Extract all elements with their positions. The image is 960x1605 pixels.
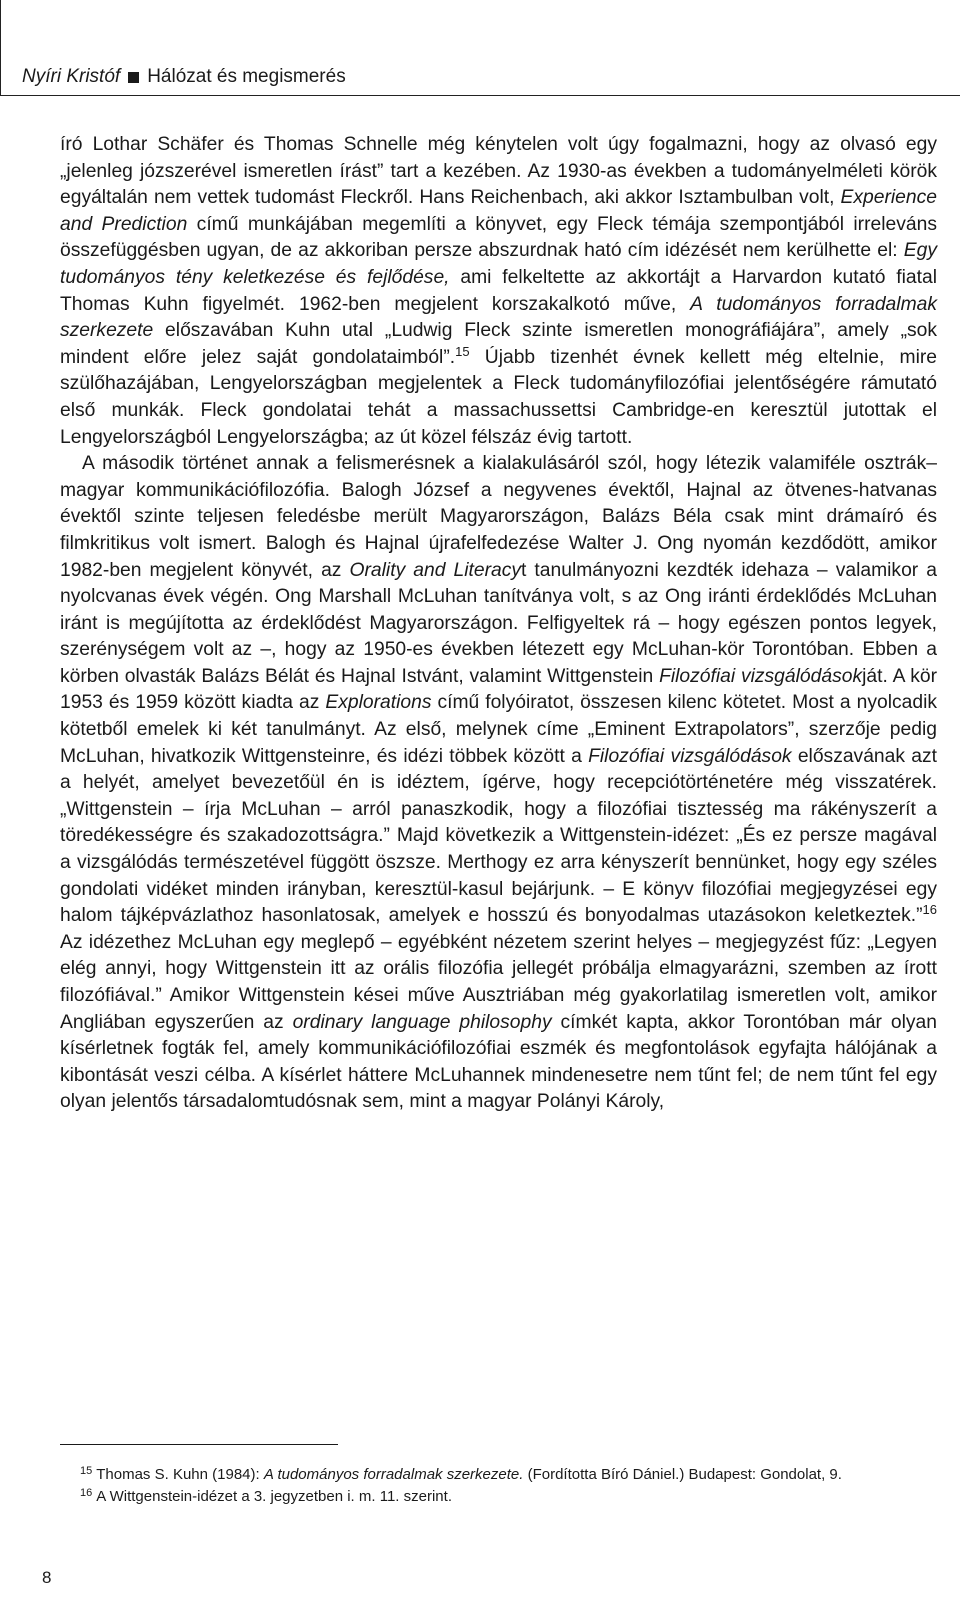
- text-run: előszavában Kuhn utal „Ludwig Fleck szinte ismeretlen monográfiájára”, amely „sok mindent előre jelez saját gondolataimból”.: [60, 320, 937, 368]
- footnote-text: A Wittgenstein-idézet a 3. jegyzetben i. m. 11. szerint.: [96, 1488, 452, 1505]
- text-run: Újabb tizenhét évnek kellett még eltelnie, mire szülőhazájában, Lengyelországban megjelentek a Fleck tudományfilozófiai jelentőségére rámutató első munkák. Fleck gondolatai tehát a massachussettsi Cambridge-en keresztül jutottak el Lengyelországból Lengyelországba; az út közel félszáz évig tartott.: [60, 346, 938, 448]
- italic-title: Explorations: [325, 692, 432, 714]
- italic-title: ordinary language philosophy: [292, 1011, 552, 1033]
- running-head: [22, 66, 346, 88]
- footnote-number: 15: [80, 1465, 93, 1477]
- header-horizontal-rule: [0, 95, 960, 96]
- text-run: előszavának azt a helyét, amelyet bevezetőül én is idéztem, ígérve, hogy recepciótörténetére még visszatérek. „Wittgenstein – írja McLuhan – arról panaszkodik, hogy a filozófiai tisztesség ma rákényszerít a töredékességre és szakadozottságra.” Majd következik a Wittgenstein-idézet: „És ez persze magával a vizsgálódás természetével függött öszsze. Merthogy ez arra kényszerít bennünket, hogy egy széles gondolati vidéket minden irányban, keresztül-kasul bejárjunk. – E könyv filozófiai megjegyzései egy halom tájképvázlathoz hasonlatosak, amelyek e hosszú és bonyodalmas utazásokon keletkeztek.”: [60, 745, 937, 927]
- square-bullet-icon: [128, 72, 139, 83]
- page-header-frame: [0, 0, 960, 96]
- body-text: [60, 132, 937, 1116]
- text-run: ját. A kör 1953 és 1959 között kiadta az: [60, 665, 937, 714]
- header-vertical-rule: [0, 0, 1, 96]
- footnote-15: [80, 1464, 936, 1486]
- footnote-number: 16: [80, 1487, 93, 1499]
- text-run: ami felkeltette az akkortájt a Harvardon kutató fiatal Thomas Kuhn figyelmét. 1962-ben megjelent korszakalkotó műve,: [60, 266, 937, 315]
- paragraph-2: [60, 451, 937, 1116]
- footnotes: [80, 1464, 936, 1508]
- text-run: A második történet annak a felismerésnek a kialakulásáról szól, hogy létezik valamiféle osztrák–magyar kommunikációfilozófia. Balogh József a negyvenes évektől, Hajnal az ötvenes-hatvanas évektől szinte teljesen feledésbe merült Magyarországon, Balázs Béla csak mint drámaíró és filmkritikus volt ismert. Balogh és Hajnal újrafelfedezése Walter J. Ong nyomán kezdődött, amikor 1982-ben megjelent könyvét, az: [60, 453, 937, 581]
- text-run: t tanulmányozni kezdték idehaza – valamikor a nyolcvanas évek végén. Ong Marshall McLuhan tanítványa volt, s az Ong iránti érdeklődés McLuhan iránt is megújította az érdeklődést Magyarországon. Felfigyeltek rá – hogy egészen pontos legyek, szerénységem volt az –, hogy az 1950-es években létezett egy McLuhan-kör Torontóban. Ebben a körben olvasták Balázs Bélát és Hajnal Istvánt, valamint Wittgenstein: [60, 559, 937, 687]
- footnote-separator: [60, 1444, 338, 1445]
- footnote-text: (Fordította Bíró Dániel.) Budapest: Gondolat, 9.: [523, 1466, 842, 1483]
- text-run: című munkájában megemlíti a könyvet, egy Fleck témája szempontjából irreleváns összefüggésben ugyan, de az akkoriban persze abszurdnak ható cím idézését nem kerülhette el:: [60, 213, 937, 262]
- italic-title: Filozófiai vizsgálódások: [659, 665, 863, 687]
- italic-title: A tudományos forradalmak szerkezete: [60, 293, 937, 342]
- footnote-text: Thomas S. Kuhn (1984):: [96, 1466, 264, 1483]
- running-head-title: Hálózat és megismerés: [147, 66, 346, 87]
- page-number: 8: [42, 1568, 52, 1587]
- italic-title: Experience and Prediction: [60, 187, 937, 235]
- text-run: Az idézethez McLuhan egy meglepő – egyébként nézetem szerint helyes – megjegyzést fűz: „Legyen elég annyi, hogy Wittgenstein itt az orális filozófia jellegét próbálja elmagyarázni, szemben az írott filozófiával.” Amikor Wittgenstein kései műve Ausztriában még gyakorlatilag ismeretlen volt, amikor Angliában egyszerűen az: [60, 931, 937, 1033]
- text-run: című folyóiratot, összesen kilenc kötetet. Most a nyolcadik kötetből emelek ki két tanulmányt. Az első, melynek címe „Eminent Extrapolators”, szerzője pedig McLuhan, hivatkozik Wittgensteinre, és idézi többek között a: [60, 692, 937, 767]
- italic-title: Orality and Literacy: [349, 559, 522, 581]
- text-run: címkét kapta, akkor Torontóban már olyan kísérletnek fogták fel, amely kommunikációfilozófiai eszmék és megfontolások egyfajta hálójának a kibontását veszi célba. A kísérlet háttere McLuhannek mindenesetre nem tűnt fel; de nem tűnt fel egy olyan jelentős társadalomtudósnak sem, mint a magyar Polányi Károly,: [60, 1011, 937, 1113]
- footnote-italic-title: A tudományos forradalmak szerkezete.: [263, 1466, 524, 1483]
- running-head-author: Nyíri Kristóf: [22, 66, 121, 87]
- footnote-16: [80, 1486, 936, 1508]
- italic-title: Filozófiai vizsgálódások: [588, 745, 792, 767]
- italic-title: Egy tudományos tény keletkezése és fejlődése,: [60, 240, 937, 288]
- text-run: író Lothar Schäfer és Thomas Schnelle még kénytelen volt úgy fogalmazni, hogy az olvasó egy „jelenleg józszerével ismeretlen írást” tart a kezében. Az 1930-as években a tudományelméleti körök egyáltalán nem vettek tudomást Fleckről. Hans Reichenbach, aki akkor Isztambulban volt,: [60, 134, 937, 209]
- paragraph-1: [60, 132, 937, 451]
- footnote-ref-15[interactable]: 15: [455, 343, 470, 359]
- footnote-ref-16[interactable]: 16: [922, 902, 937, 918]
